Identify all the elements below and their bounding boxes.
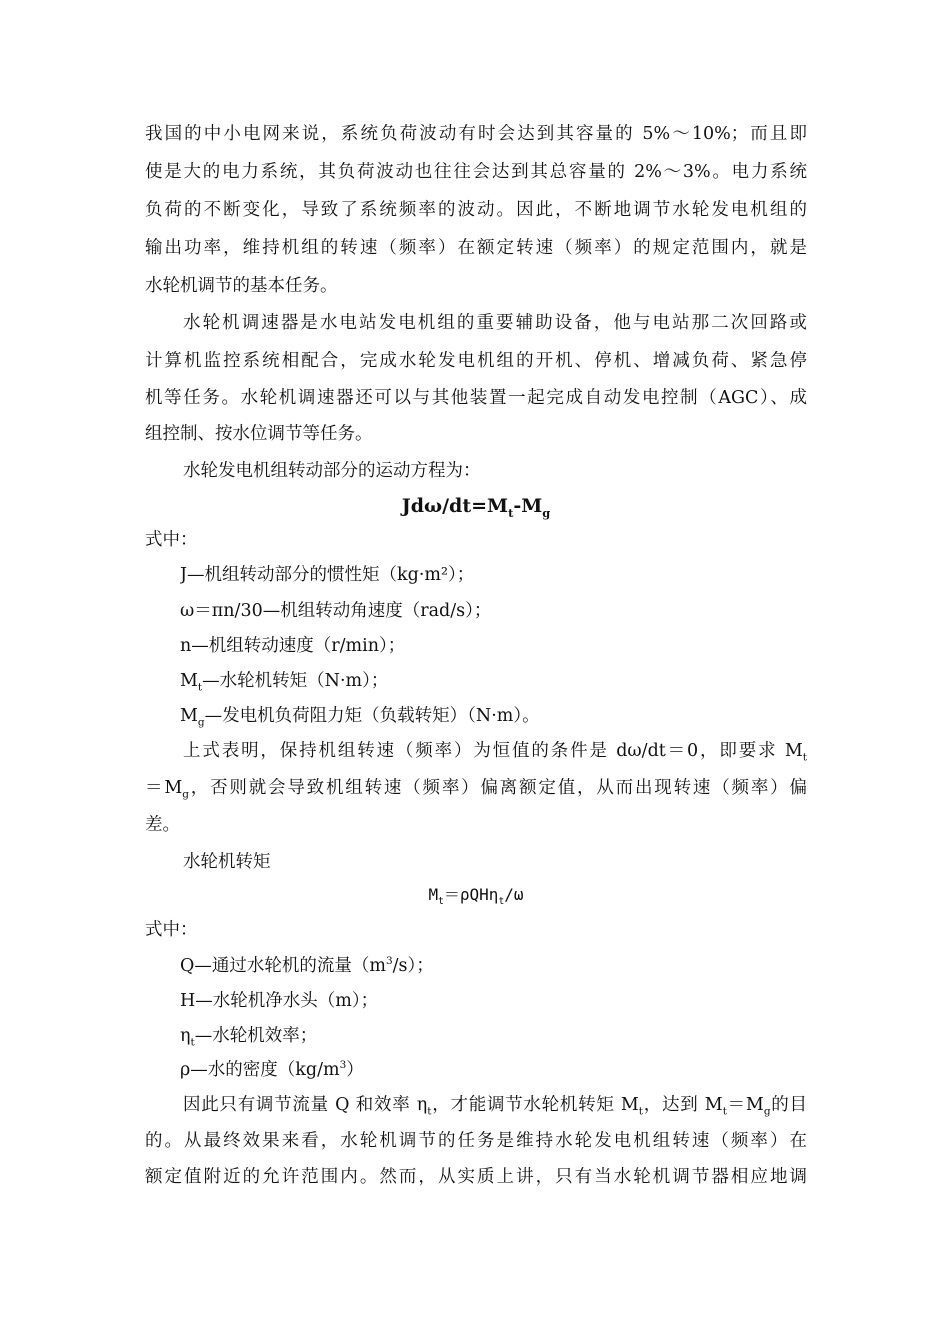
paragraph-6-line-1-sub-4: g: [763, 1105, 771, 1118]
paragraph-6-line-2: 的。从最终效果来看，水轮机调节的任务是维持水轮发电机组转速（频率）在: [145, 1131, 807, 1151]
definition-mg: [180, 698, 807, 734]
paragraph-1-line-3: 负荷的不断变化，导致了系统频率的波动。因此，不断地调节水轮发电机组的: [145, 200, 807, 220]
definition-mt: [180, 663, 807, 699]
paragraph-4-line-1-sub: t: [802, 751, 807, 764]
definition-eta: [180, 1018, 807, 1054]
paragraph-3: 水轮发电机组转动部分的运动方程为：: [183, 461, 481, 481]
where-label-1: 式中：: [145, 530, 198, 550]
definition-j: J—机组转动部分的惯性矩（kg·m²）；: [180, 565, 475, 585]
definition-q: [180, 948, 807, 984]
definition-mt-symbol: M: [180, 671, 198, 691]
definition-rho-sup: 3: [339, 1059, 347, 1072]
definition-rho-text: ρ—水的密度（kg/m: [180, 1060, 340, 1080]
equation-torque-b: ＝ρQHη: [443, 885, 499, 904]
definition-q-sup: 3: [385, 955, 393, 968]
paragraph-4-line-2-b: ，否则就会导致机组转速（频率）偏离额定值，从而出现转速（频率）偏: [188, 778, 807, 798]
paragraph-6-line-1-d: ＝M: [726, 1095, 764, 1115]
paragraph-6-line-1-sub-3: t: [722, 1105, 727, 1118]
definition-eta-sub: t: [190, 1036, 195, 1049]
definition-omega: ω＝πn/30—机组转动角速度（rad/s）；: [180, 601, 492, 621]
paragraph-6-line-3: 额定值附近的允许范围内。然而，从实质上讲，只有当水轮机调节器相应地调: [145, 1167, 807, 1187]
equation-torque-c: /ω: [504, 885, 524, 904]
definition-rho: [180, 1052, 807, 1088]
paragraph-6-line-1-c: ，达到 M: [643, 1095, 723, 1115]
paragraph-1-line-4: 输出功率，维持机组的转速（频率）在额定转速（频率）的规定范围内，就是: [145, 238, 807, 258]
paragraph-6-line-1: [183, 1087, 807, 1123]
paragraph-6-line-1-a: 因此只有调节流量 Q 和效率 η: [183, 1095, 428, 1115]
paragraph-4-line-1: [183, 733, 807, 769]
paragraph-4-line-2-a: ＝M: [145, 778, 183, 798]
paragraph-4-line-1-text: 上式表明，保持机组转速（频率）为恒值的条件是 dω/dt＝0，即要求 M: [183, 741, 803, 761]
definition-q-end: /s）；: [392, 956, 434, 976]
paragraph-5: 水轮机转矩: [183, 852, 271, 872]
definition-mt-text: —水轮机转矩（N·m）；: [202, 671, 389, 691]
paragraph-6-line-1-e: 的目: [770, 1095, 807, 1115]
paragraph-6-line-1-sub-2: t: [638, 1105, 644, 1118]
equation-torque: [145, 877, 807, 913]
definition-n: n—机组转动速度（r/min）；: [180, 636, 406, 656]
where-label-2: 式中：: [145, 920, 198, 940]
paragraph-4-line-3: 差。: [145, 815, 180, 835]
paragraph-4-line-2-sub: g: [182, 788, 189, 801]
paragraph-2-line-1: 水轮机调速器是水电站发电机组的重要辅助设备，他与电站那二次回路或: [183, 313, 807, 333]
paragraph-1-line-1: 我国的中小电网来说，系统负荷波动有时会达到其容量的 5%～10%；而且即: [145, 124, 807, 144]
paragraph-6-line-1-b: ，才能调节水轮机转矩 M: [431, 1095, 639, 1115]
definition-eta-text: —水轮机效率；: [194, 1026, 318, 1046]
paragraph-1-line-5: 水轮机调节的基本任务。: [145, 276, 338, 296]
equation-motion: [145, 488, 807, 524]
paragraph-2-line-4: 组控制、按水位调节等任务。: [145, 424, 373, 444]
definition-rho-end: ）: [346, 1060, 364, 1080]
paragraph-4-line-2: [145, 770, 807, 806]
equation-torque-a: M: [428, 885, 439, 904]
definition-h: H—水轮机净水头（m）；: [180, 991, 379, 1011]
definition-q-text: Q—通过水轮机的流量（m: [180, 956, 386, 976]
paragraph-6-line-1-sub-1: t: [427, 1105, 432, 1118]
definition-mt-sub: t: [197, 681, 203, 694]
definition-mg-symbol: M: [180, 706, 198, 726]
paragraph-1-line-2: 使是大的电力系统，其负荷波动也往往会达到其总容量的 2%～3%。电力系统: [145, 162, 807, 182]
equation-motion-sub-t: t: [508, 505, 514, 520]
paragraph-2-line-2: 计算机监控系统相配合，完成水轮发电机组的开机、停机、增减负荷、紧急停: [145, 351, 807, 371]
definition-eta-symbol: η: [180, 1026, 191, 1046]
paragraph-2-line-3: 机等任务。水轮机调速器还可以与其他装置一起完成自动发电控制（AGC）、成: [145, 388, 807, 408]
definition-mg-sub: g: [197, 716, 205, 729]
equation-torque-sub-1: t: [438, 896, 444, 908]
equation-motion-lhs: Jdω/dt=M: [401, 495, 509, 517]
definition-mg-text: —发电机负荷阻力矩（负载转矩）（N·m）。: [204, 706, 540, 726]
equation-motion-sub-g: g: [542, 505, 551, 520]
equation-torque-sub-2: t: [498, 896, 505, 908]
equation-motion-mid: -M: [513, 495, 543, 517]
